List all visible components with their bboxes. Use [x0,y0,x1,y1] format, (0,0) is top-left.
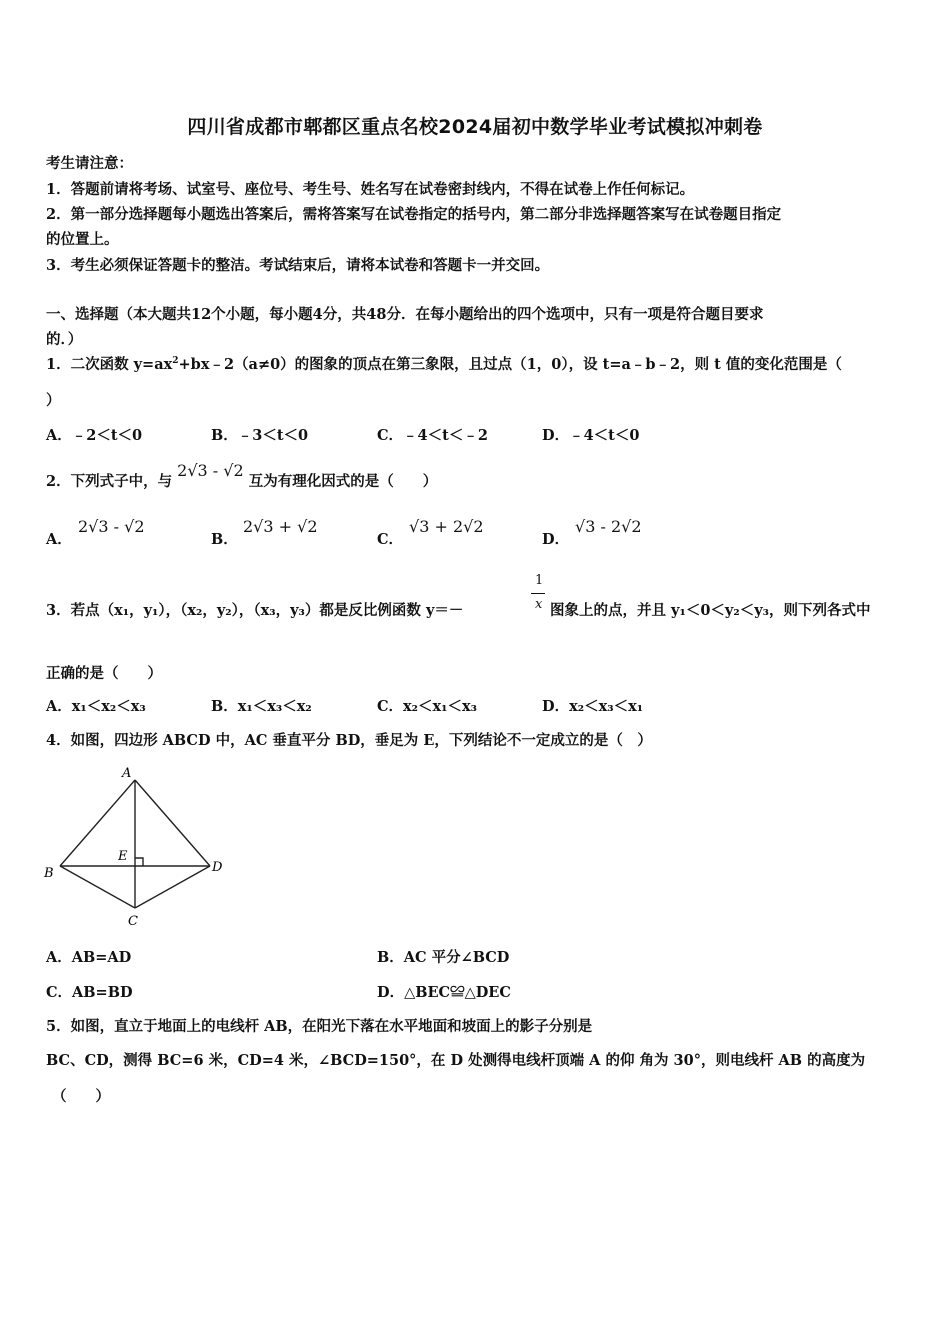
question-3-text-cont: 正确的是（ ） [46,665,162,682]
q3-frac-bar [531,593,545,594]
q1-option-c: C．﹣4＜t＜﹣2 [377,427,488,444]
section-heading-cont: 的．） [46,331,83,348]
q4-figure [40,762,240,932]
q1-option-a: A．﹣2＜t＜0 [46,427,143,444]
q2-prefix: 2．下列式子中，与 [46,473,173,490]
q2-option-c-label: C． [377,531,404,548]
q3-option-a: A．x₁＜x₂＜x₃ [46,698,146,715]
q4-option-b: B．AC 平分∠BCD [377,949,510,966]
page-title: 四川省成都市郫都区重点名校2024届初中数学毕业考试模拟冲刺卷 [187,116,763,138]
q4-option-c: C．AB=BD [46,984,133,1001]
q2-option-d-label: D． [542,531,570,548]
notice-item-2: 2．第一部分选择题每小题选出答案后，需将答案写在试卷指定的括号内，第二部分非选择题答案写在试卷题目指定 [46,206,782,223]
q2-option-a-expr: 2√3 - √2 [78,517,145,536]
notice-item-2-cont: 的位置上。 [46,231,119,248]
label-a: A [122,766,132,781]
edge-ad [135,780,210,866]
question-5-text-cont: BC、CD，测得 BC=6 米，CD=4 米，∠BCD=150°，在 D 处测得电线杆顶端 A 的仰 角为 30°，则电线杆 AB 的高度为 [46,1052,866,1069]
q3-option-c: C．x₂＜x₁＜x₃ [377,698,478,715]
q1-text-b: +bx﹣2（a≠0）的图象的顶点在第三象限，且过点（1，0），设 t=a﹣b﹣2，则 t 值的变化范围是（ [178,356,842,373]
label-b: B [44,866,54,881]
question-5-text: 5．如图，直立于地面上的电线杆 AB，在阳光下落在水平地面和坡面上的影子分别是 [46,1018,593,1035]
edge-dc [135,866,210,908]
q3-option-b: B．x₁＜x₃＜x₂ [211,698,312,715]
q3-option-d: D．x₂＜x₃＜x₁ [542,698,644,715]
q4-option-d: D．△BEC≌△DEC [377,984,511,1001]
notice-item-1: 1．答题前请将考场、试室号、座位号、考生号、姓名写在试卷密封线内，不得在试卷上作任何标记。 [46,181,695,198]
q1-option-d: D．﹣4＜t＜0 [542,427,640,444]
q2-option-a-label: A． [46,531,72,548]
q2-option-b-expr: 2√3 + √2 [243,517,318,536]
q4-option-a: A．AB=AD [46,949,132,966]
label-e: E [118,849,128,864]
q2-option-c-expr: √3 + 2√2 [409,517,484,536]
question-1-text [46,353,842,374]
question-1-text-cont: ） [46,392,61,409]
q2-option-b-label: B． [211,531,238,548]
q2-expr: 2√3 - √2 [177,461,244,480]
right-angle-mark [135,858,143,866]
question-2-text [46,461,438,491]
label-d: D [212,860,223,875]
q1-option-b: B．﹣3＜t＜0 [211,427,309,444]
section-heading: 一、选择题（本大题共12个小题，每小题4分，共48分．在每小题给出的四个选项中，只有一项是符合题目要求 [46,306,764,323]
q3-frac-den: x [535,597,543,612]
q1-sup: 2 [172,356,179,367]
question-5-blank: （ ） [52,1088,110,1105]
q3-frac-num: 1 [535,573,544,588]
notice-item-3: 3．考生必须保证答题卡的整洁。考试结束后，请将本试卷和答题卡一并交回。 [46,257,550,274]
edge-bc [60,866,135,908]
q3-text-after: 图象上的点，并且 y₁＜0＜y₂＜y₃，则下列各式中 [550,602,871,619]
question-3-text: 3．若点（x₁，y₁），（x₂，y₂），（x₃，y₃）都是反比例函数 y＝－ [46,602,464,619]
question-4-text: 4．如图，四边形 ABCD 中，AC 垂直平分 BD，垂足为 E，下列结论不一定成立的是（ ） [46,732,652,749]
q1-text-a: 1．二次函数 y=ax [46,356,173,373]
q2-option-d-expr: √3 - 2√2 [575,517,642,536]
notice-heading: 考生请注意： [46,155,133,172]
label-c: C [128,914,138,929]
q2-suffix: 互为有理化因式的是（ ） [248,473,438,490]
